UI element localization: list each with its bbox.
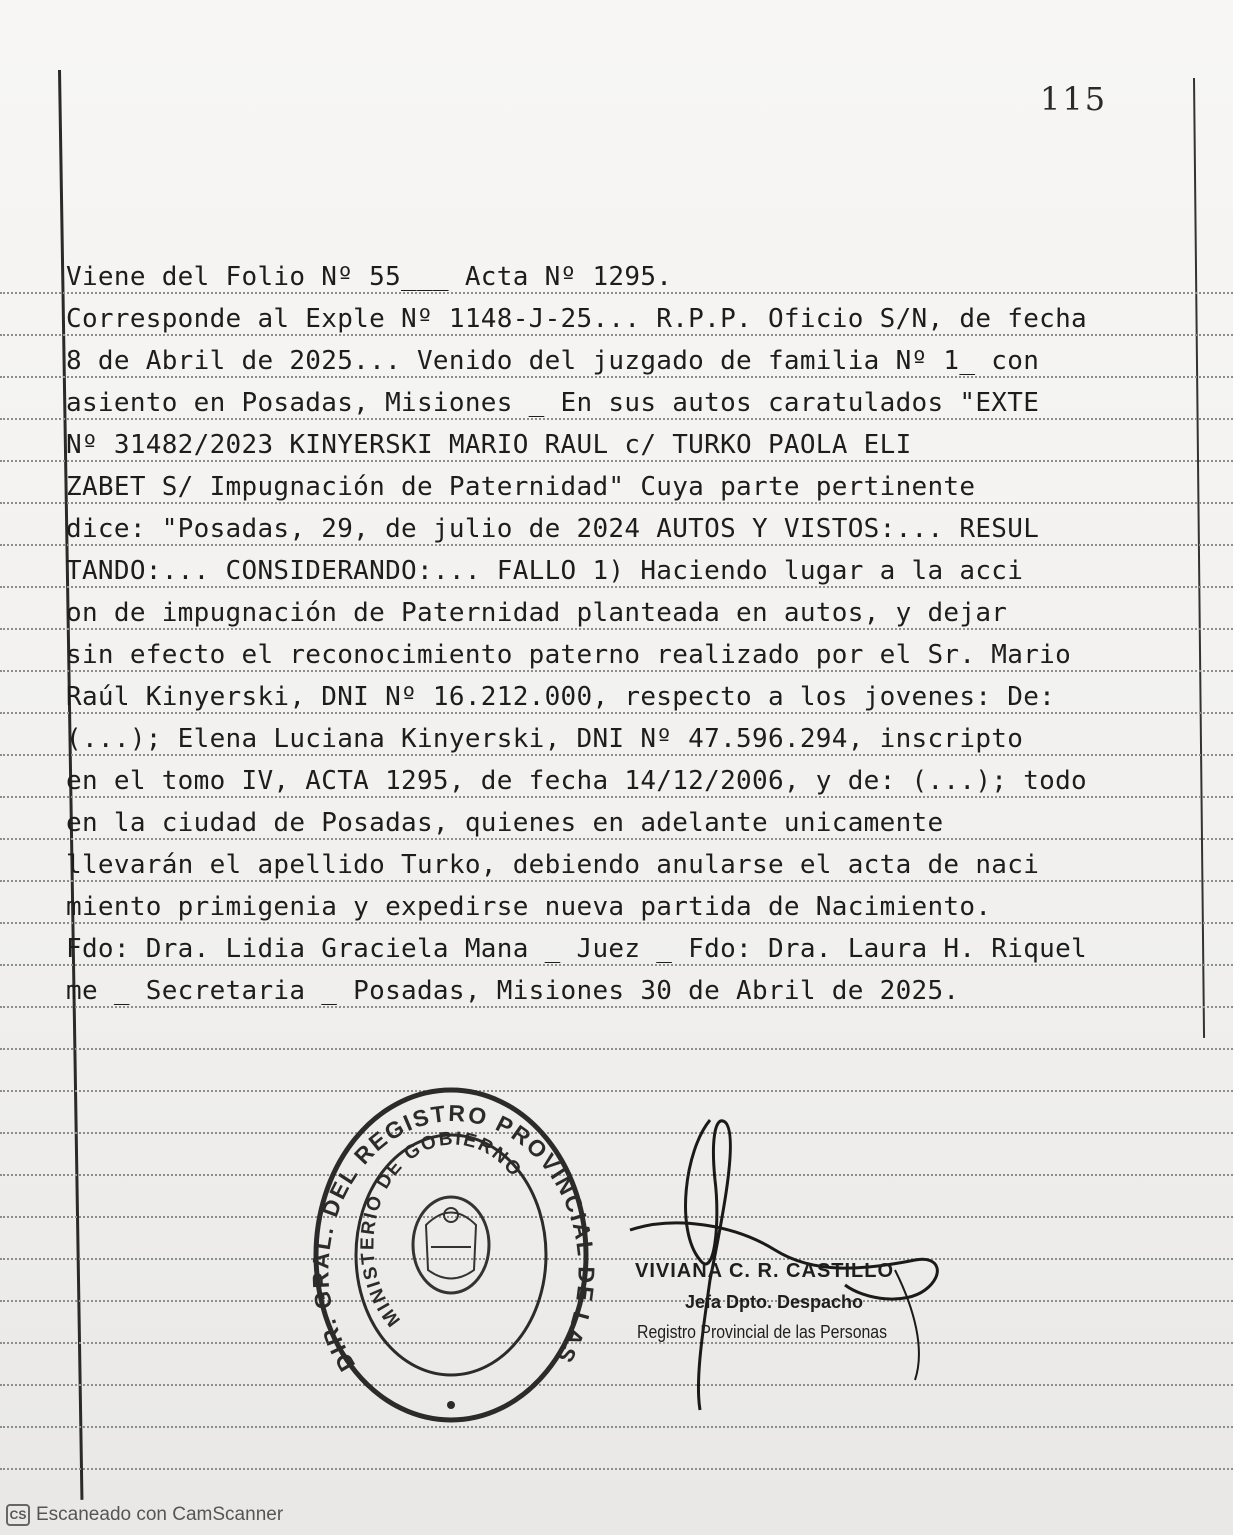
ruled-line <box>0 460 1233 462</box>
text-line: Nº 31482/2023 KINYERSKI MARIO RAUL c/ TURKO PAOLA ELI <box>66 430 912 460</box>
camscanner-icon: CS <box>6 1504 30 1526</box>
text-line: asiento en Posadas, Misiones _ En sus autos caratulados "EXTE <box>66 388 1040 418</box>
text-line: 8 de Abril de 2025... Venido del juzgado de familia Nº 1_ con <box>66 346 1040 376</box>
signatory-organization: Registro Provincial de las Personas <box>637 1322 888 1342</box>
stamp-inner-text: MINISTERIO DE GOBIERNO <box>357 1128 527 1331</box>
signatory-position: Jefa Dpto. Despacho <box>685 1292 864 1312</box>
ruled-line <box>0 334 1233 336</box>
ruled-line <box>0 376 1233 378</box>
ruled-line <box>0 502 1233 504</box>
text-line: en la ciudad de Posadas, quienes en adelante unicamente <box>66 808 944 838</box>
ruled-line <box>0 1048 1233 1050</box>
folio-number: 115 <box>1040 80 1108 118</box>
ruled-line <box>0 838 1233 840</box>
official-stamp <box>306 1065 596 1425</box>
ruled-line <box>0 1006 1233 1008</box>
camscanner-watermark <box>6 1500 283 1530</box>
text-line: me _ Secretaria _ Posadas, Misiones 30 de Abril de 2025. <box>66 976 960 1006</box>
text-line: (...); Elena Luciana Kinyerski, DNI Nº 47.596.294, inscripto <box>66 724 1024 754</box>
ruled-line <box>0 628 1233 630</box>
ruled-line <box>0 544 1233 546</box>
text-line: Corresponde al Exple Nº 1148-J-25... R.P.P. Oficio S/N, de fecha <box>66 304 1088 334</box>
ruled-line <box>0 796 1233 798</box>
ruled-line <box>0 712 1233 714</box>
ruled-line <box>0 880 1233 882</box>
ruled-line <box>0 586 1233 588</box>
svg-text:MINISTERIO DE GOBIERNO <box>357 1128 526 1330</box>
text-line: Viene del Folio Nº 55___ Acta Nº 1295. <box>66 262 673 292</box>
text-line: llevarán el apellido Turko, debiendo anularse el acta de naci <box>66 850 1040 880</box>
ruled-line <box>0 964 1233 966</box>
signatory-name: VIVIANA C. R. CASTILLO <box>635 1260 895 1282</box>
ruled-line <box>0 754 1233 756</box>
signature-block <box>615 1110 955 1420</box>
text-line: en el tomo IV, ACTA 1295, de fecha 14/12/2006, y de: (...); todo <box>66 766 1088 796</box>
ruled-line <box>0 1426 1233 1428</box>
text-line: dice: "Posadas, 29, de julio de 2024 AUTOS Y VISTOS:... RESUL <box>66 514 1040 544</box>
text-line: TANDO:... CONSIDERANDO:... FALLO 1) Haciendo lugar a la acci <box>66 556 1024 586</box>
text-line: sin efecto el reconocimiento paterno realizado por el Sr. Mario <box>66 640 1072 670</box>
text-line: Raúl Kinyerski, DNI Nº 16.212.000, respecto a los jovenes: De: <box>66 682 1056 712</box>
ruled-line <box>0 292 1233 294</box>
text-line: Fdo: Dra. Lidia Graciela Mana _ Juez _ Fdo: Dra. Laura H. Riquel <box>66 934 1088 964</box>
ruled-line <box>0 1468 1233 1470</box>
text-line: on de impugnación de Paternidad planteada en autos, y dejar <box>66 598 1008 628</box>
ruled-line <box>0 418 1233 420</box>
stamp-seal-icon <box>306 1065 596 1425</box>
ruled-line <box>0 1090 1233 1092</box>
text-line: ZABET S/ Impugnación de Paternidad" Cuya parte pertinente <box>66 472 976 502</box>
camscanner-text: Escaneado con CamScanner <box>36 1504 284 1525</box>
text-line: miento primigenia y expedirse nueva partida de Nacimiento. <box>66 892 992 922</box>
stamp-outer-text: DIR. GRAL. DEL REGISTRO PROVINCIA LAS <box>307 1099 596 1376</box>
ruled-line <box>0 670 1233 672</box>
ruled-line <box>0 922 1233 924</box>
